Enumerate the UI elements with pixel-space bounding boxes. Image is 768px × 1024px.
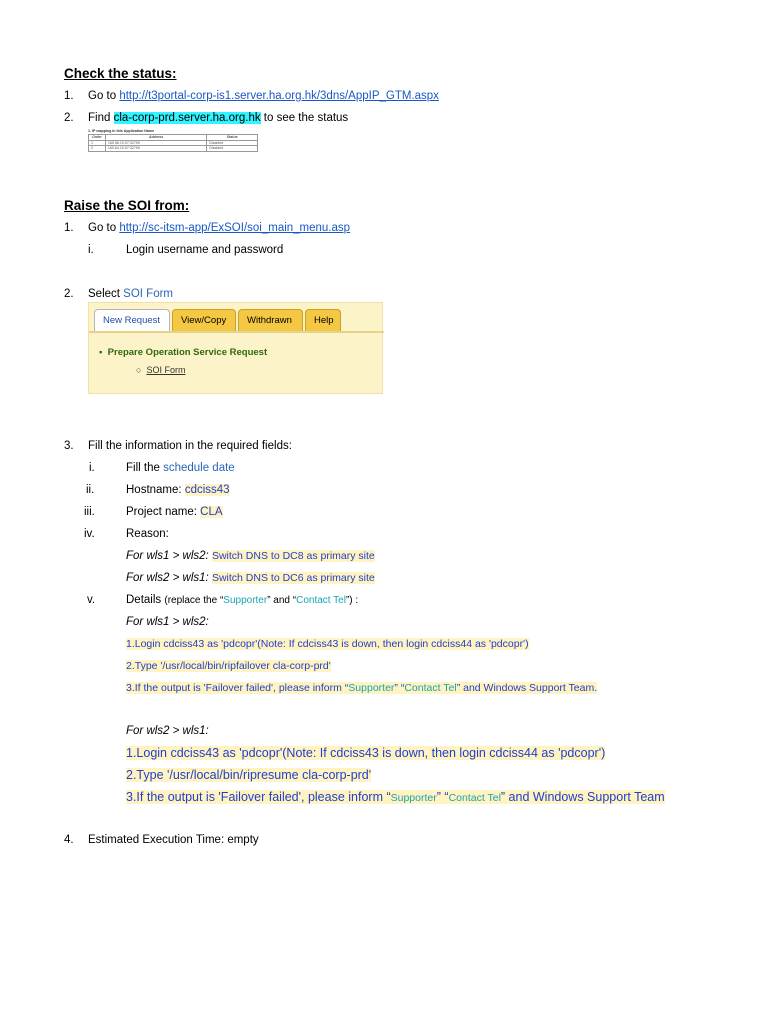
raise-step3-text: Fill the information in the required fields: xyxy=(88,440,292,452)
details1-line3-c: ” and Windows Support Team. xyxy=(456,682,598,694)
project-name-value: CLA xyxy=(200,506,223,518)
ip-mapping-table-image xyxy=(88,129,258,152)
details-prefix: Details xyxy=(126,594,165,606)
raise-step2-prefix: Select xyxy=(88,288,124,300)
reason2-value: Switch DNS to DC6 as primary site xyxy=(211,572,375,584)
ip-row-status: Disabled xyxy=(207,146,258,152)
field-i-prefix: Fill the xyxy=(126,462,164,474)
raise-step2 xyxy=(88,288,173,300)
details2-line3-row xyxy=(126,790,665,804)
soi-menu-screenshot xyxy=(88,302,383,394)
field-hostname xyxy=(126,484,230,496)
field-v-number: v. xyxy=(87,594,96,606)
details2-line3-b: ” “ xyxy=(436,790,449,804)
ip-row-order: 2 xyxy=(89,146,106,152)
details2-line1-row xyxy=(126,746,605,760)
reason1-label: For wls1 > wls2: xyxy=(126,550,209,562)
details1-line3-a: 3.If the output is 'Failover failed', please inform “ xyxy=(126,682,349,694)
raise-step1 xyxy=(88,222,350,234)
check-step2-number: 2. xyxy=(64,112,74,124)
details2-line1: 1.Login cdciss43 as 'pdcopr'(Note: If cdciss43 is down, then login cdciss44 as 'pdcopr') xyxy=(126,746,606,760)
check-step2-prefix: Find xyxy=(88,112,114,124)
prepare-osr-label: Prepare Operation Service Request xyxy=(107,347,268,358)
schedule-date-label: schedule date xyxy=(163,462,235,474)
details2-line3-a: 3.If the output is 'Failover failed', please inform “ xyxy=(126,790,391,804)
details1-line1: 1.Login cdciss43 as 'pdcopr'(Note: If cdciss43 is down, then login cdciss44 as 'pdcopr') xyxy=(126,638,529,650)
details1-contact: Contact Tel xyxy=(404,682,457,694)
reason2-label: For wls2 > wls1: xyxy=(126,572,209,584)
details1-line2-row xyxy=(126,660,331,672)
ip-table-col-status: Status xyxy=(207,134,258,140)
field-reason-label: Reason: xyxy=(126,528,169,540)
reason-wls1-wls2 xyxy=(126,550,375,562)
raise-step4-number: 4. xyxy=(64,834,74,846)
field-iii-number: iii. xyxy=(84,506,95,518)
login-step-number: i. xyxy=(88,244,94,256)
raise-step3-number: 3. xyxy=(64,440,74,452)
field-iv-number: iv. xyxy=(84,528,95,540)
check-status-heading: Check the status: xyxy=(64,66,177,81)
tab-view-copy[interactable]: View/Copy xyxy=(172,309,236,331)
raise-step2-number: 2. xyxy=(64,288,74,300)
ip-row-address: 160.56.10.97:32759 xyxy=(105,140,206,146)
field-i-number: i. xyxy=(89,462,95,474)
check-step2 xyxy=(88,112,348,124)
details-note-contact: Contact Tel xyxy=(296,595,346,606)
raise-step1-number: 1. xyxy=(64,222,74,234)
check-step1-number: 1. xyxy=(64,90,74,102)
check-step2-suffix: to see the status xyxy=(260,112,349,124)
field-schedule-date xyxy=(126,462,235,474)
ip-table-col-address: Address xyxy=(105,134,206,140)
details1-line3-row xyxy=(126,682,597,694)
details2-line2-row xyxy=(126,768,371,782)
tab-help[interactable]: Help xyxy=(305,309,341,331)
appip-gtm-link[interactable]: http://t3portal-corp-is1.server.ha.org.hk/3dns/AppIP_GTM.aspx xyxy=(119,90,439,102)
details2-contact: Contact Tel xyxy=(448,792,501,804)
hostname-highlight: cla-corp-prd.server.ha.org.hk xyxy=(113,112,261,124)
hostname-value: cdciss43 xyxy=(184,484,230,496)
details-note-and: ” and “ xyxy=(267,595,297,606)
details2-label: For wls2 > wls1: xyxy=(126,725,209,737)
raise-step4-text: Estimated Execution Time: empty xyxy=(88,834,259,846)
raise-step1-prefix: Go to xyxy=(88,222,120,234)
soi-form-menu-link[interactable]: SOI Form xyxy=(146,365,186,375)
field-ii-number: ii. xyxy=(86,484,95,496)
field-iii-prefix: Project name: xyxy=(126,506,201,518)
details-note-a: (replace the “ xyxy=(164,595,224,606)
ip-table xyxy=(88,134,258,152)
details1-line3 xyxy=(126,682,597,694)
ip-row-address: 160.64.10.97:32759 xyxy=(105,146,206,152)
details1-line3-b: ” “ xyxy=(394,682,405,694)
details-note-end: ”) : xyxy=(345,595,359,606)
check-step1-prefix: Go to xyxy=(88,90,120,102)
soi-tab-bar xyxy=(94,309,384,331)
tab-new-request[interactable]: New Request xyxy=(94,309,170,331)
field-ii-prefix: Hostname: xyxy=(126,484,185,496)
field-project-name xyxy=(126,506,223,518)
details1-line2: 2.Type '/usr/local/bin/ripfailover cla-corp-prd' xyxy=(126,660,331,672)
reason-wls2-wls1 xyxy=(126,572,375,584)
ip-row-order: 1 xyxy=(89,140,106,146)
tab-underline xyxy=(89,331,384,333)
ip-row-status: Disabled xyxy=(207,140,258,146)
field-details xyxy=(126,594,358,606)
ip-table-col-order: Order xyxy=(89,134,106,140)
check-step1 xyxy=(88,90,439,102)
login-step-text: Login username and password xyxy=(126,244,284,256)
raise-soi-heading: Raise the SOI from: xyxy=(64,198,190,213)
soi-form-label: SOI Form xyxy=(123,288,174,300)
details2-line3 xyxy=(126,790,665,804)
details-note-supporter: Supporter xyxy=(223,595,268,606)
prepare-osr-item xyxy=(99,347,267,358)
details2-supporter: Supporter xyxy=(390,792,437,804)
details2-line3-c: ” and Windows Support Team xyxy=(500,790,665,804)
soi-form-menu-item[interactable] xyxy=(136,365,185,375)
circle-bullet-icon: ○ xyxy=(136,365,147,375)
table-row xyxy=(89,146,258,152)
details1-line1-row xyxy=(126,638,529,650)
soi-main-menu-link[interactable]: http://sc-itsm-app/ExSOI/soi_main_menu.asp xyxy=(119,222,351,234)
details1-supporter: Supporter xyxy=(348,682,395,694)
reason1-value: Switch DNS to DC8 as primary site xyxy=(211,550,375,562)
details2-line2: 2.Type '/usr/local/bin/ripresume cla-corp-prd' xyxy=(126,768,372,782)
ip-table-title: 1. IP mapping in this Application Name xyxy=(88,129,155,133)
tab-withdrawn[interactable]: Withdrawn xyxy=(238,309,303,331)
bullet-icon: ▪ xyxy=(99,347,108,358)
details1-label: For wls1 > wls2: xyxy=(126,616,209,628)
